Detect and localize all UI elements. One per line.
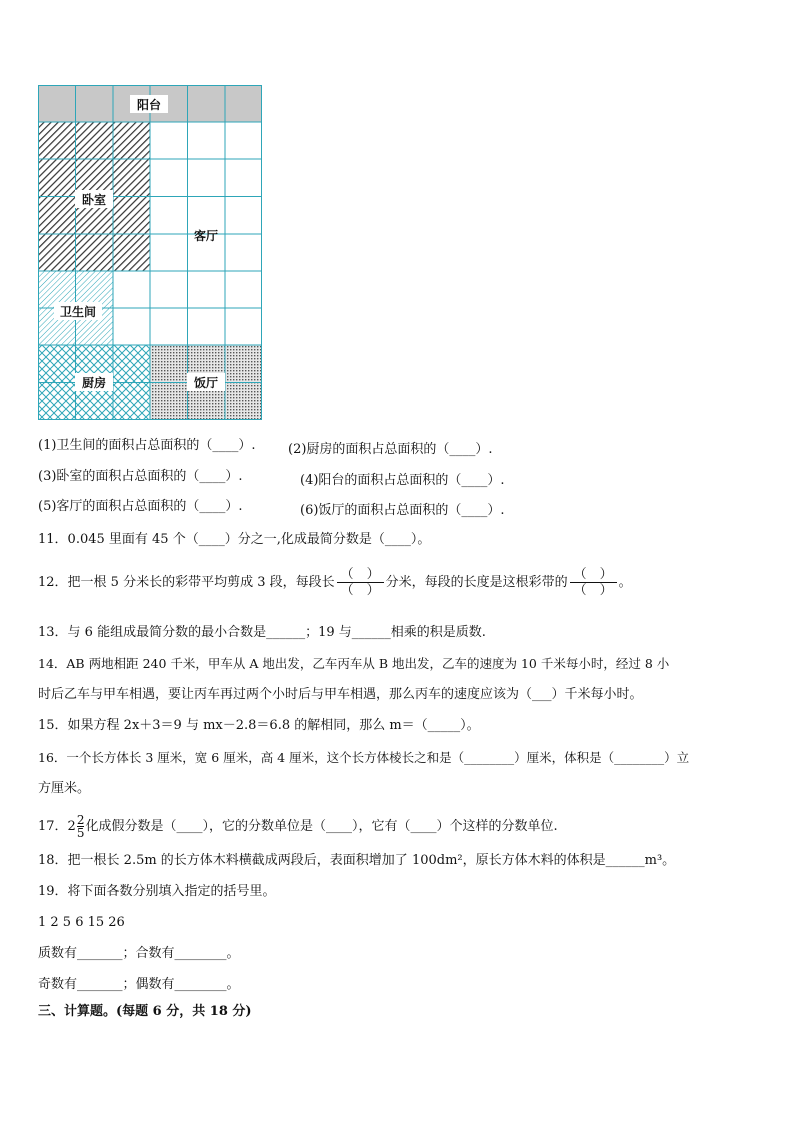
question-16-line2: 方厘米。: [38, 781, 91, 796]
question-11: 11．0.045 里面有 45 个（____）分之一,化成最简分数是（____）。: [38, 532, 431, 547]
q10-item2: (2)厨房的面积占总面积的（____）.: [288, 442, 493, 457]
q10-row3: [38, 499, 243, 515]
q12-frac2-den: （ ）: [573, 583, 613, 598]
q10-item6: (6)饭厅的面积占总面积的（____）.: [300, 503, 505, 518]
label-bathroom: 卫生间: [59, 305, 97, 319]
question-17: [38, 812, 558, 842]
q17-fraction: [77, 814, 85, 839]
q12-frac2-num: （ ）: [570, 567, 617, 583]
q17-whole: 2: [67, 819, 76, 834]
q10-row2: [38, 469, 243, 485]
question-18: 18．把一根长 2.5m 的长方体木料横截成两段后，表面积增加了 100dm²，原长方体木料的体积是______m³。: [38, 853, 676, 868]
q12-text3: 。: [618, 575, 632, 590]
q10-item3: (3)卧室的面积占总面积的（____）.: [38, 469, 243, 484]
label-living: 客厅: [193, 229, 219, 243]
q17-prefix: 17．: [38, 819, 68, 834]
question-16-line1: 16．一个长方体长 3 厘米，宽 6 厘米，高 4 厘米，这个长方体棱长之和是（________）厘米，体积是（________）立: [38, 750, 690, 765]
floor-plan-svg: [38, 85, 262, 420]
label-balcony: 阳台: [136, 98, 162, 112]
q12-fraction1: [337, 567, 384, 598]
q12-text2: 分米，每段的长度是这根彩带的: [385, 575, 568, 590]
q10-item1: (1)卫生间的面积占总面积的（____）.: [38, 438, 256, 453]
q12-fraction2: [570, 567, 617, 598]
q10-item5: (5)客厅的面积占总面积的（____）.: [38, 499, 243, 514]
question-19-title: 19．将下面各数分别填入指定的括号里。: [38, 884, 276, 899]
floor-plan: [38, 85, 262, 420]
question-13: 13．与 6 能组成最简分数的最小合数是______；19 与______相乘的积是质数.: [38, 625, 486, 640]
question-12: [38, 563, 632, 603]
label-bedroom: 卧室: [81, 193, 107, 207]
section-3-heading: 三、计算题。(每题 6 分，共 18 分): [38, 1004, 252, 1019]
question-14-line1: 14．AB 两地相距 240 千米，甲车从 A 地出发，乙车丙车从 B 地出发，乙车的速度为 10 千米每小时，经过 8 小: [38, 656, 670, 671]
q17-frac-num: 2: [76, 813, 85, 827]
question-15: 15．如果方程 2x＋3＝9 与 mx－2.8＝6.8 的解相同，那么 m＝（_____）。: [38, 718, 480, 733]
q12-frac1-num: （ ）: [337, 567, 384, 583]
question-14-line2: 时后乙车与甲车相遇，要让丙车再过两个小时后与甲车相遇，那么丙车的速度应该为（___）千米每小时。: [38, 687, 643, 702]
question-19-prime: 质数有_______；合数有________。: [38, 946, 240, 961]
q10-item4: (4)阳台的面积占总面积的（____）.: [300, 473, 505, 488]
q17-rest: 化成假分数是（____），它的分数单位是（____），它有（____）个这样的分数单位.: [85, 819, 558, 834]
question-19-numbers: 1 2 5 6 15 26: [38, 915, 125, 930]
label-dining: 饭厅: [193, 376, 219, 390]
q12-frac1-den: （ ）: [340, 583, 380, 598]
label-kitchen: 厨房: [81, 376, 107, 390]
q10-row1: [38, 438, 256, 454]
question-19-odd: 奇数有_______；偶数有________。: [38, 977, 240, 992]
q12-text1: 12．把一根 5 分米长的彩带平均剪成 3 段，每段长: [38, 575, 335, 590]
q17-frac-den: 5: [76, 826, 85, 840]
